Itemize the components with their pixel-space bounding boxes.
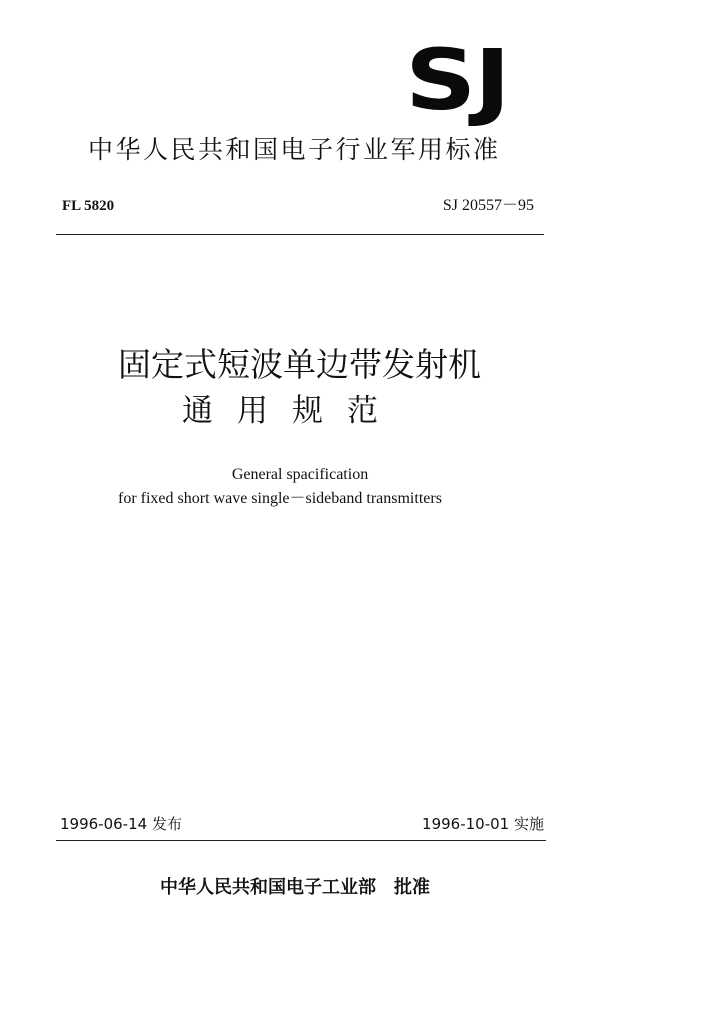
approval-label: 批准 xyxy=(394,877,430,898)
issuing-body-title: 中华人民共和国电子行业军用标准 xyxy=(88,135,501,164)
title-chinese-line1: 固定式短波单边带发射机 xyxy=(118,345,481,384)
classification-code: FL 5820 xyxy=(62,198,115,214)
sj-logo: SJ xyxy=(405,31,509,129)
title-chinese-line2: 通用规范 xyxy=(182,393,402,429)
issue-date: 1996-06-14 发布 xyxy=(60,815,182,833)
standard-number: SJ 20557－95 xyxy=(442,197,534,214)
title-english-line1: General spacification xyxy=(231,466,369,483)
header-divider xyxy=(56,234,544,235)
effective-date: 1996-10-01 实施 xyxy=(422,815,544,833)
footer-divider xyxy=(56,840,546,841)
title-english-line2: for fixed short wave single－sideband transmitters xyxy=(118,490,442,507)
approval-line xyxy=(160,876,430,900)
approving-authority: 中华人民共和国电子工业部 xyxy=(160,877,376,898)
